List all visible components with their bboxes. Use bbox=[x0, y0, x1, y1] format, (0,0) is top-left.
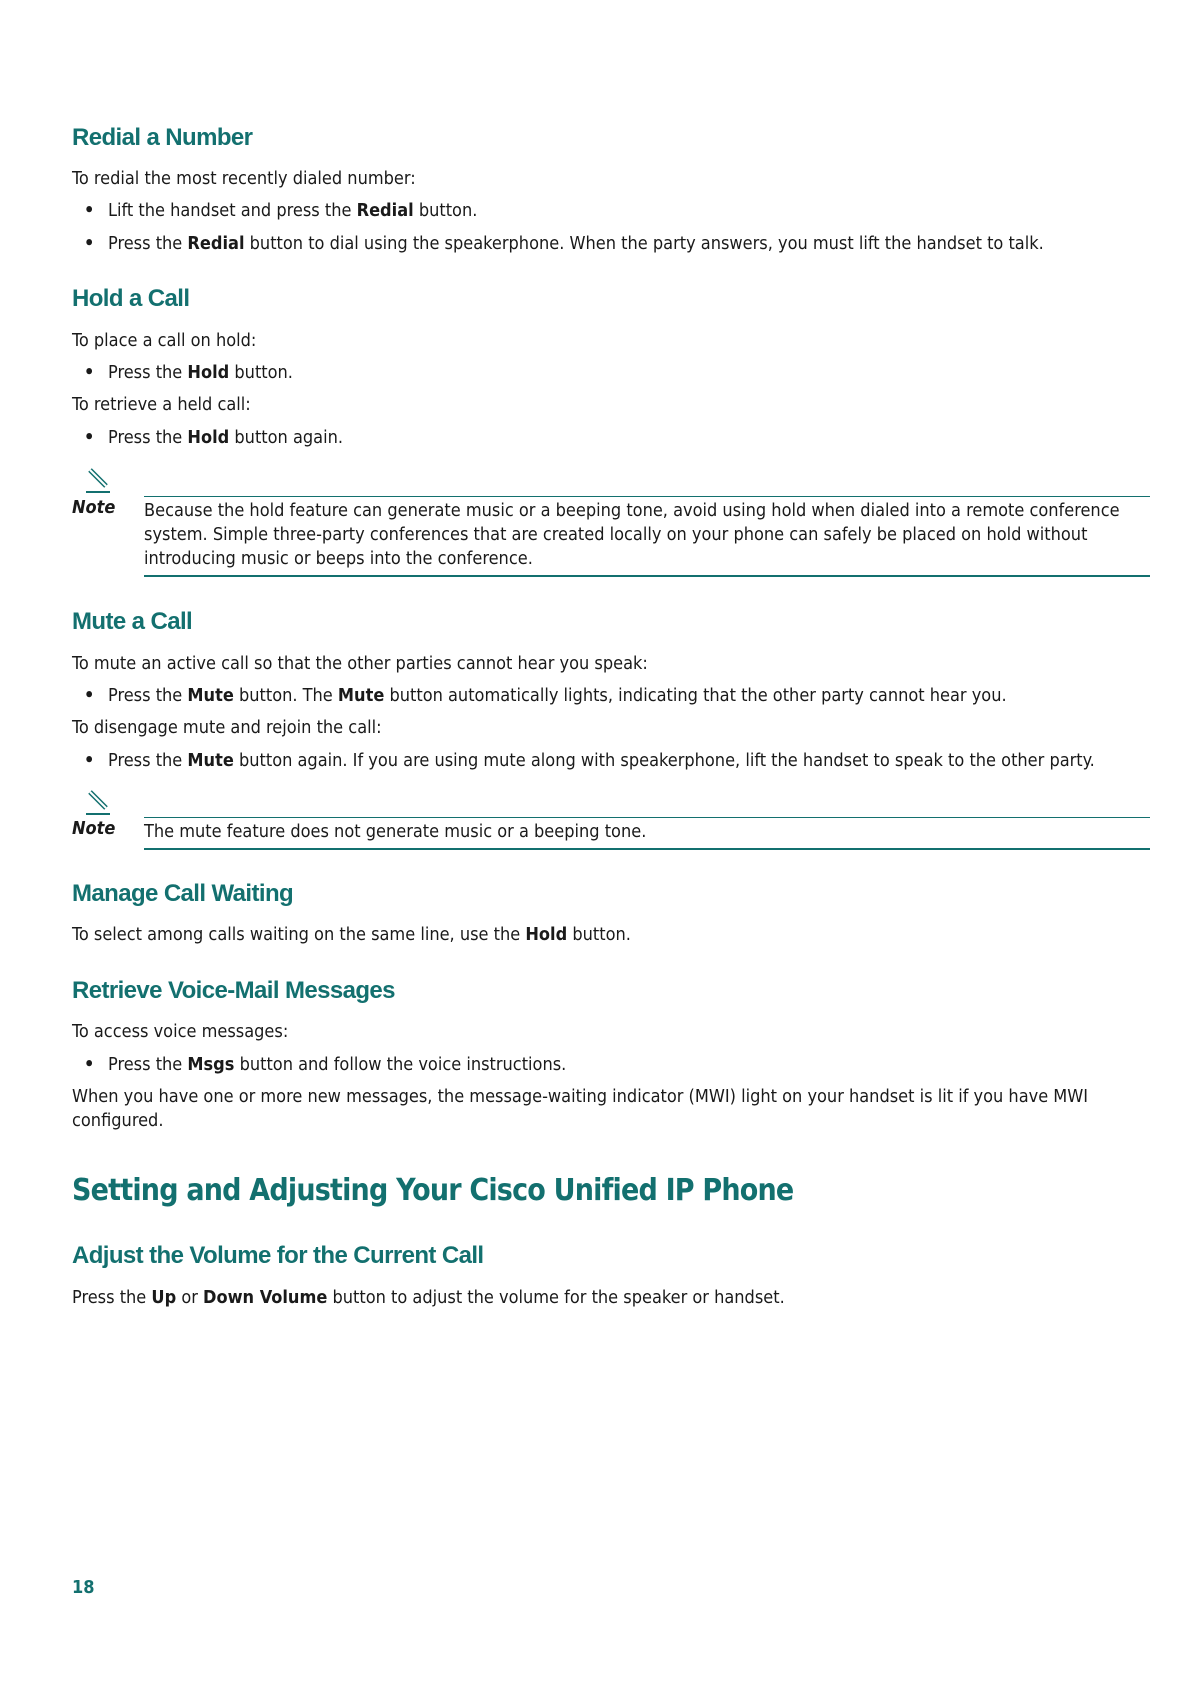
list-item: • Press the Mute button. The Mute button automatically lights, indicating that the other party cannot hear you. bbox=[84, 685, 1007, 706]
list-item: • Press the Msgs button and follow the voice instructions. bbox=[84, 1054, 567, 1075]
section-title-hold: Hold a Call bbox=[72, 285, 190, 312]
pencil-icon bbox=[86, 468, 110, 494]
note-box-mute bbox=[144, 817, 1150, 850]
list-item: • Press the Hold button. bbox=[84, 362, 293, 383]
waiting-text: To select among calls waiting on the same line, use the Hold button. bbox=[72, 924, 631, 945]
section-title-waiting: Manage Call Waiting bbox=[72, 880, 294, 907]
bullet-icon: • bbox=[84, 200, 95, 221]
section-title-volume: Adjust the Volume for the Current Call bbox=[72, 1242, 484, 1269]
mute-intro-disengage: To disengage mute and rejoin the call: bbox=[72, 717, 382, 738]
list-item: • Press the Hold button again. bbox=[84, 427, 343, 448]
chapter-title: Setting and Adjusting Your Cisco Unified IP Phone bbox=[72, 1173, 794, 1208]
list-item: • Press the Mute button again. If you are using mute along with speakerphone, lift the handset to speak to the other party. bbox=[84, 750, 1095, 771]
note-text: Because the hold feature can generate music or a beeping tone, avoid using hold when dialed into a remote conference system. Simple three-party conferences that are created locally on your phone can safely be placed on hold without introducing music or beeps into the conference. bbox=[144, 500, 1120, 569]
list-item: • Lift the handset and press the Redial button. bbox=[84, 200, 478, 221]
bullet-icon: • bbox=[84, 1054, 95, 1075]
bullet-icon: • bbox=[84, 362, 95, 383]
page-number: 18 bbox=[72, 1577, 95, 1598]
mute-intro: To mute an active call so that the other parties cannot hear you speak: bbox=[72, 653, 648, 674]
hold-intro: To place a call on hold: bbox=[72, 330, 257, 351]
section-title-voicemail: Retrieve Voice-Mail Messages bbox=[72, 977, 395, 1004]
volume-text: Press the Up or Down Volume button to adjust the volume for the speaker or handset. bbox=[72, 1287, 785, 1308]
voicemail-text: When you have one or more new messages, the message-waiting indicator (MWI) light on your handset is lit if you have MWI configured. bbox=[72, 1086, 1089, 1131]
section-title-redial: Redial a Number bbox=[72, 124, 253, 151]
redial-intro: To redial the most recently dialed number: bbox=[72, 168, 416, 189]
bullet-icon: • bbox=[84, 427, 95, 448]
note-text: The mute feature does not generate music or a beeping tone. bbox=[144, 821, 647, 842]
bullet-icon: • bbox=[84, 750, 95, 771]
note-label: Note bbox=[72, 497, 116, 518]
bullet-icon: • bbox=[84, 233, 95, 254]
note-box-hold bbox=[144, 496, 1150, 577]
list-item: • Press the Redial button to dial using the speakerphone. When the party answers, you must lift the handset to talk. bbox=[84, 233, 1044, 254]
pencil-icon bbox=[86, 790, 110, 816]
note-label: Note bbox=[72, 818, 116, 839]
section-title-mute: Mute a Call bbox=[72, 608, 193, 635]
voicemail-intro: To access voice messages: bbox=[72, 1021, 289, 1042]
hold-intro-retrieve: To retrieve a held call: bbox=[72, 394, 251, 415]
bullet-icon: • bbox=[84, 685, 95, 706]
